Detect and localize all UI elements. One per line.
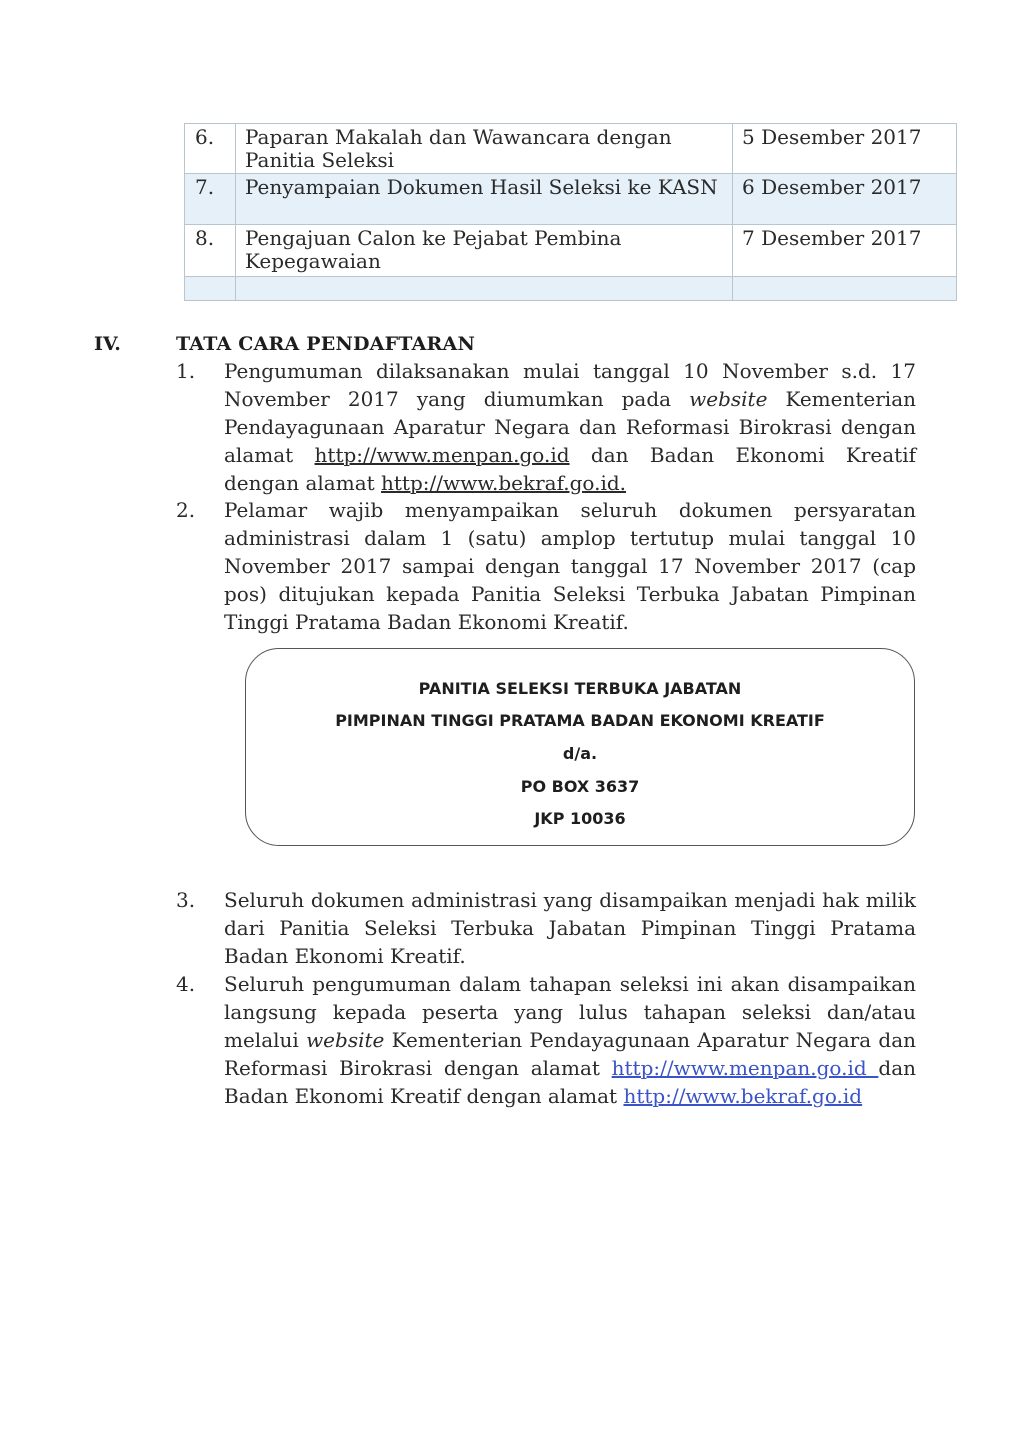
text-run: Seluruh pengumuman dalam tahapan seleksi ini akan disampaikan langsung kepada peserta yang lulus tahapan seleksi dan/atau melalui [224,972,916,1052]
table-row [185,124,957,174]
row-number: 7. [185,174,236,225]
bekraf-link[interactable]: http://www.bekraf.go.id [623,1084,863,1108]
row-date: 6 Desember 2017 [733,174,957,225]
item-number: 2. [176,498,196,522]
activity-line: Penyampaian Dokumen Hasil Seleksi ke KASN [245,175,718,199]
list-item [176,886,916,970]
activity-line: Paparan Makalah dan Wawancara dengan [245,125,672,149]
address-line: JKP 10036 [534,809,626,828]
row-activity [236,124,733,174]
list-item [176,357,916,497]
row-date: 5 Desember 2017 [733,124,957,174]
item-text [224,357,916,497]
section-title: TATA CARA PENDAFTARAN [176,333,476,355]
activity-line: Panitia Seleksi [245,148,395,172]
activity-line: Kepegawaian [245,249,381,273]
text-run: dan Badan Ekonomi Kreatif dengan alamat [224,443,917,495]
address-line: PO BOX 3637 [520,777,640,796]
item-text: Seluruh dokumen administrasi yang disampaikan menjadi hak milik dari Panitia Seleksi Terbuka Jabatan Pimpinan Tinggi Pratama Badan Ekonomi Kreatif. [224,888,916,968]
row-activity [236,174,733,225]
table-row [185,225,957,277]
text-run: Kementerian Pendayagunaan Aparatur Negara dan Reformasi Birokrasi dengan alamat [224,1028,916,1080]
italic-text: website [306,1028,385,1052]
text-run: dan Badan Ekonomi Kreatif dengan alamat [224,1056,916,1108]
text-run: Kementerian Pendayagunaan Aparatur Negara dan Reformasi Birokrasi dengan alamat [224,387,916,467]
italic-text: website [689,387,768,411]
item-number: 3. [176,888,196,912]
empty-cell [236,277,733,301]
item-number: 4. [176,972,196,996]
address-line: PIMPINAN TINGGI PRATAMA BADAN EKONOMI KREATIF [335,711,825,730]
bekraf-link[interactable]: http://www.bekraf.go.id. [381,471,627,495]
empty-cell [733,277,957,301]
address-box [245,648,915,846]
row-number: 6. [185,124,236,174]
menpan-link[interactable]: http://www.menpan.go.id [314,443,570,467]
list-item [176,970,916,1110]
list-item [176,496,916,636]
empty-cell [185,277,236,301]
row-date: 7 Desember 2017 [733,225,957,277]
schedule-table [184,123,957,301]
menpan-link[interactable]: http://www.menpan.go.id [611,1056,879,1080]
item-text: Pelamar wajib menyampaikan seluruh dokumen persyaratan administrasi dalam 1 (satu) amplop tertutup mulai tanggal 10 November 2017 sampai dengan tanggal 17 November 2017 (cap pos) ditujukan kepada Panitia Seleksi Terbuka Jabatan Pimpinan Tinggi Pratama Badan Ekonomi Kreatif. [224,498,916,634]
address-line: PANITIA SELEKSI TERBUKA JABATAN [418,679,742,698]
activity-line: Pengajuan Calon ke Pejabat Pembina [245,226,622,250]
item-text [224,970,916,1110]
item-number: 1. [176,359,196,383]
table-row-empty [185,277,957,301]
row-activity [236,225,733,277]
address-line: d/a. [562,744,598,763]
row-number: 8. [185,225,236,277]
table-row [185,174,957,225]
text-run: Pengumuman dilaksanakan mulai tanggal 10 November s.d. 17 November 2017 yang diumumkan pada [224,359,916,411]
section-number: IV. [94,333,121,355]
